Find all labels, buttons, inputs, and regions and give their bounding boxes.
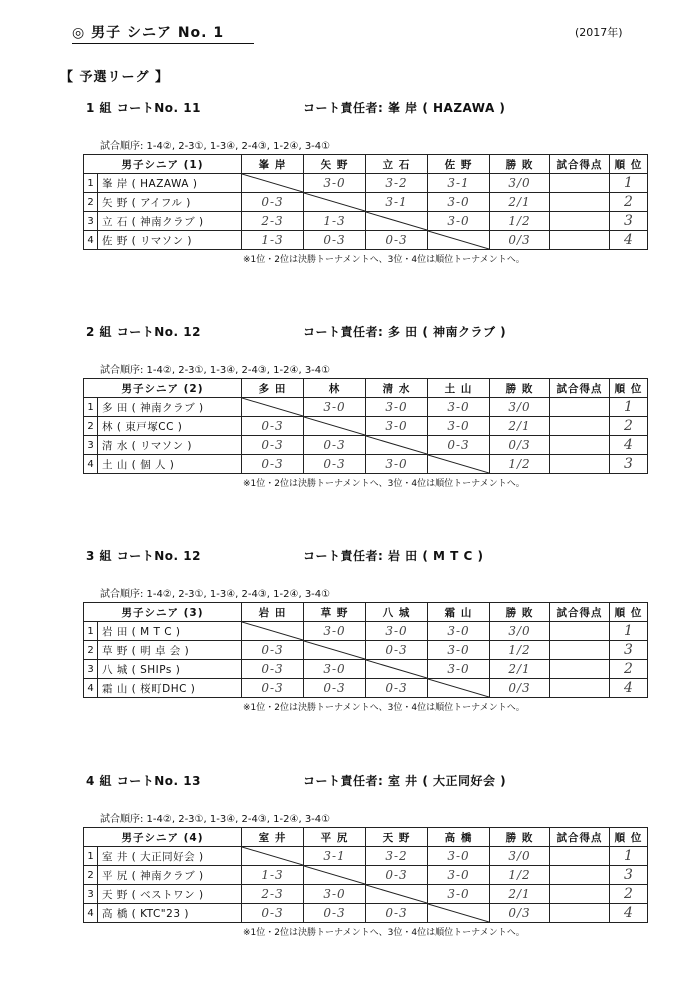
self-match-cell [242,174,304,193]
match-order: 試合順序: 1-4②, 2-3①, 1-3④, 2-4③, 1-2④, 3-4① [100,814,331,825]
win-loss-cell: 0/3 [490,904,550,923]
rank-cell: 2 [610,193,648,212]
opponent-header: 岩 田 [242,603,304,622]
advancement-note: ※1位・2位は決勝トーナメントへ、3位・4位は順位トーナメントへ。 [243,255,525,265]
group-heading: 3 組 コートNo. 12 [86,549,201,563]
court-responsible: コート責任者: 峯 岸 ( HAZAWA ) [303,101,506,115]
player-number: 4 [84,904,98,923]
self-match-cell [366,436,428,455]
score-cell: 3-0 [428,212,490,231]
match-order: 試合順序: 1-4②, 2-3①, 1-3④, 2-4③, 1-2④, 3-4① [100,141,331,152]
score-cell: 3-0 [428,847,490,866]
match-points-cell [550,417,610,436]
table-row [84,679,648,698]
diagonal-line [366,436,427,454]
score-cell: 0-3 [304,904,366,923]
rank-cell: 2 [610,660,648,679]
player-name: 清 水 ( リマソン ) [98,436,242,455]
player-name: 多 田 ( 神南クラブ ) [98,398,242,417]
player-number: 3 [84,212,98,231]
win-loss-header: 勝 敗 [490,155,550,174]
score-cell: 3-0 [428,622,490,641]
match-points-header: 試合得点 [550,155,610,174]
score-cell: 0-3 [366,231,428,250]
player-number: 2 [84,641,98,660]
score-cell: 0-3 [304,436,366,455]
match-points-cell [550,679,610,698]
win-loss-cell: 0/3 [490,436,550,455]
score-cell: 2-3 [242,212,304,231]
diagonal-line [242,174,303,192]
score-cell: 0-3 [242,436,304,455]
diagonal-line [366,660,427,678]
player-number: 2 [84,866,98,885]
match-points-cell [550,455,610,474]
score-cell: 3-0 [304,622,366,641]
score-cell: 0-3 [242,660,304,679]
diagonal-line [242,398,303,416]
rank-header: 順 位 [610,603,648,622]
self-match-cell [304,866,366,885]
score-cell: 0-3 [366,679,428,698]
score-cell: 3-0 [366,398,428,417]
league-group-3 [0,547,700,747]
score-cell: 3-0 [366,622,428,641]
score-cell: 3-0 [428,417,490,436]
table-row [84,866,648,885]
corner-label: 男子シニア (2) [84,379,242,398]
group-heading: 1 組 コートNo. 11 [86,101,201,115]
rank-cell: 4 [610,436,648,455]
win-loss-cell: 3/0 [490,398,550,417]
diagonal-line [304,641,365,659]
opponent-header: 室 井 [242,828,304,847]
win-loss-cell: 1/2 [490,455,550,474]
match-points-cell [550,212,610,231]
rank-cell: 3 [610,455,648,474]
diagonal-line [366,885,427,903]
score-cell: 3-0 [428,866,490,885]
match-order: 試合順序: 1-4②, 2-3①, 1-3④, 2-4③, 1-2④, 3-4① [100,589,331,600]
diagonal-line [428,679,489,697]
table-header-row [84,603,648,622]
match-points-cell [550,398,610,417]
table-row [84,212,648,231]
score-cell: 3-0 [366,417,428,436]
match-points-header: 試合得点 [550,379,610,398]
player-name: 佐 野 ( リマソン ) [98,231,242,250]
score-cell: 0-3 [242,193,304,212]
player-number: 1 [84,174,98,193]
rank-cell: 2 [610,417,648,436]
win-loss-cell: 0/3 [490,679,550,698]
player-number: 3 [84,885,98,904]
diagonal-line [428,455,489,473]
diagonal-line [366,212,427,230]
rank-header: 順 位 [610,155,648,174]
match-points-header: 試合得点 [550,603,610,622]
score-cell: 3-0 [428,885,490,904]
self-match-cell [366,885,428,904]
score-cell: 0-3 [304,455,366,474]
league-group-2 [0,323,700,523]
rank-cell: 3 [610,641,648,660]
score-cell: 3-1 [428,174,490,193]
table-header-row [84,155,648,174]
player-number: 1 [84,622,98,641]
player-number: 3 [84,660,98,679]
rank-cell: 1 [610,398,648,417]
opponent-header: 草 野 [304,603,366,622]
player-name: 峯 岸 ( HAZAWA ) [98,174,242,193]
score-cell: 0-3 [242,455,304,474]
court-responsible: コート責任者: 室 井 ( 大正同好会 ) [303,774,507,788]
score-cell: 1-3 [304,212,366,231]
player-name: 立 石 ( 神南クラブ ) [98,212,242,231]
opponent-header: 霜 山 [428,603,490,622]
win-loss-cell: 1/2 [490,641,550,660]
league-table [83,154,648,250]
win-loss-cell: 3/0 [490,847,550,866]
table-header-row [84,828,648,847]
score-cell: 2-3 [242,885,304,904]
score-cell: 0-3 [304,679,366,698]
table-row [84,193,648,212]
match-points-cell [550,660,610,679]
table-row [84,904,648,923]
self-match-cell [304,641,366,660]
opponent-header: 土 山 [428,379,490,398]
opponent-header: 多 田 [242,379,304,398]
player-name: 草 野 ( 明 卓 会 ) [98,641,242,660]
league-table [83,827,648,923]
opponent-header: 峯 岸 [242,155,304,174]
score-cell: 0-3 [366,904,428,923]
self-match-cell [242,847,304,866]
table-row [84,231,648,250]
court-responsible: コート責任者: 多 田 ( 神南クラブ ) [303,325,507,339]
player-name: 林 ( 東戸塚CC ) [98,417,242,436]
rank-cell: 1 [610,174,648,193]
player-number: 4 [84,455,98,474]
rank-cell: 3 [610,866,648,885]
league-group-4 [0,772,700,972]
score-cell: 3-0 [304,174,366,193]
player-number: 4 [84,231,98,250]
corner-label: 男子シニア (4) [84,828,242,847]
match-points-cell [550,174,610,193]
advancement-note: ※1位・2位は決勝トーナメントへ、3位・4位は順位トーナメントへ。 [243,928,525,938]
score-cell: 3-2 [366,174,428,193]
player-number: 3 [84,436,98,455]
match-points-header: 試合得点 [550,828,610,847]
score-cell: 3-2 [366,847,428,866]
diagonal-line [428,904,489,922]
match-points-cell [550,622,610,641]
table-row [84,885,648,904]
opponent-header: 立 石 [366,155,428,174]
group-heading: 4 組 コートNo. 13 [86,774,201,788]
rank-cell: 4 [610,231,648,250]
player-number: 1 [84,398,98,417]
score-cell: 3-0 [428,193,490,212]
league-table [83,602,648,698]
self-match-cell [304,193,366,212]
table-row [84,622,648,641]
self-match-cell [428,679,490,698]
opponent-header: 高 橋 [428,828,490,847]
rank-cell: 3 [610,212,648,231]
diagonal-line [304,417,365,435]
self-match-cell [428,904,490,923]
rank-cell: 2 [610,885,648,904]
corner-label: 男子シニア (3) [84,603,242,622]
win-loss-cell: 3/0 [490,622,550,641]
opponent-header: 矢 野 [304,155,366,174]
win-loss-cell: 2/1 [490,885,550,904]
player-name: 平 尻 ( 神南クラブ ) [98,866,242,885]
win-loss-cell: 2/1 [490,660,550,679]
advancement-note: ※1位・2位は決勝トーナメントへ、3位・4位は順位トーナメントへ。 [243,703,525,713]
self-match-cell [366,660,428,679]
rank-cell: 4 [610,679,648,698]
win-loss-cell: 3/0 [490,174,550,193]
win-loss-cell: 2/1 [490,417,550,436]
self-match-cell [304,417,366,436]
score-cell: 1-3 [242,866,304,885]
player-name: 霜 山 ( 桜町DHC ) [98,679,242,698]
score-cell: 0-3 [428,436,490,455]
score-cell: 0-3 [366,866,428,885]
score-cell: 0-3 [242,417,304,436]
match-points-cell [550,885,610,904]
self-match-cell [428,231,490,250]
score-cell: 0-3 [242,641,304,660]
win-loss-cell: 2/1 [490,193,550,212]
table-row [84,641,648,660]
player-name: 矢 野 ( アイフル ) [98,193,242,212]
win-loss-cell: 0/3 [490,231,550,250]
score-cell: 3-0 [366,455,428,474]
opponent-header: 天 野 [366,828,428,847]
player-number: 1 [84,847,98,866]
self-match-cell [242,622,304,641]
diagonal-line [242,622,303,640]
diagonal-line [304,193,365,211]
player-number: 2 [84,193,98,212]
page-title: ◎ 男子 シニア No. 1 [72,22,254,44]
rank-cell: 4 [610,904,648,923]
player-number: 2 [84,417,98,436]
opponent-header: 清 水 [366,379,428,398]
score-cell: 3-1 [366,193,428,212]
match-points-cell [550,231,610,250]
rank-cell: 1 [610,622,648,641]
table-row [84,417,648,436]
league-table [83,378,648,474]
match-order: 試合順序: 1-4②, 2-3①, 1-3④, 2-4③, 1-2④, 3-4① [100,365,331,376]
advancement-note: ※1位・2位は決勝トーナメントへ、3位・4位は順位トーナメントへ。 [243,479,525,489]
year-label: (2017年) [575,26,623,39]
match-points-cell [550,436,610,455]
table-row [84,455,648,474]
diagonal-line [304,866,365,884]
self-match-cell [428,455,490,474]
opponent-header: 佐 野 [428,155,490,174]
self-match-cell [242,398,304,417]
match-points-cell [550,904,610,923]
opponent-header: 林 [304,379,366,398]
win-loss-cell: 1/2 [490,866,550,885]
win-loss-header: 勝 敗 [490,379,550,398]
court-responsible: コート責任者: 岩 田 ( M T C ) [303,549,484,563]
self-match-cell [366,212,428,231]
score-cell: 1-3 [242,231,304,250]
match-points-cell [550,641,610,660]
win-loss-header: 勝 敗 [490,828,550,847]
table-row [84,398,648,417]
score-cell: 3-0 [304,885,366,904]
rank-cell: 1 [610,847,648,866]
score-cell: 3-0 [428,398,490,417]
group-heading: 2 組 コートNo. 12 [86,325,201,339]
table-row [84,660,648,679]
player-name: 岩 田 ( M T C ) [98,622,242,641]
win-loss-header: 勝 敗 [490,603,550,622]
table-row [84,436,648,455]
match-points-cell [550,193,610,212]
score-cell: 3-0 [304,660,366,679]
opponent-header: 平 尻 [304,828,366,847]
score-cell: 0-3 [366,641,428,660]
table-header-row [84,379,648,398]
match-points-cell [550,866,610,885]
league-group-1 [0,99,700,299]
score-cell: 0-3 [304,231,366,250]
section-title: 【 予選リーグ 】 [60,70,170,85]
score-cell: 3-0 [428,660,490,679]
score-cell: 0-3 [242,679,304,698]
player-name: 土 山 ( 個 人 ) [98,455,242,474]
player-name: 八 城 ( SHIPs ) [98,660,242,679]
win-loss-cell: 1/2 [490,212,550,231]
player-name: 室 井 ( 大正同好会 ) [98,847,242,866]
score-cell: 3-1 [304,847,366,866]
table-row [84,174,648,193]
score-cell: 3-0 [428,641,490,660]
score-cell: 3-0 [304,398,366,417]
rank-header: 順 位 [610,828,648,847]
diagonal-line [242,847,303,865]
table-row [84,847,648,866]
match-points-cell [550,847,610,866]
rank-header: 順 位 [610,379,648,398]
diagonal-line [428,231,489,249]
score-cell: 0-3 [242,904,304,923]
opponent-header: 八 城 [366,603,428,622]
corner-label: 男子シニア (1) [84,155,242,174]
player-name: 高 橋 ( KTC"23 ) [98,904,242,923]
player-name: 天 野 ( ベストワン ) [98,885,242,904]
player-number: 4 [84,679,98,698]
